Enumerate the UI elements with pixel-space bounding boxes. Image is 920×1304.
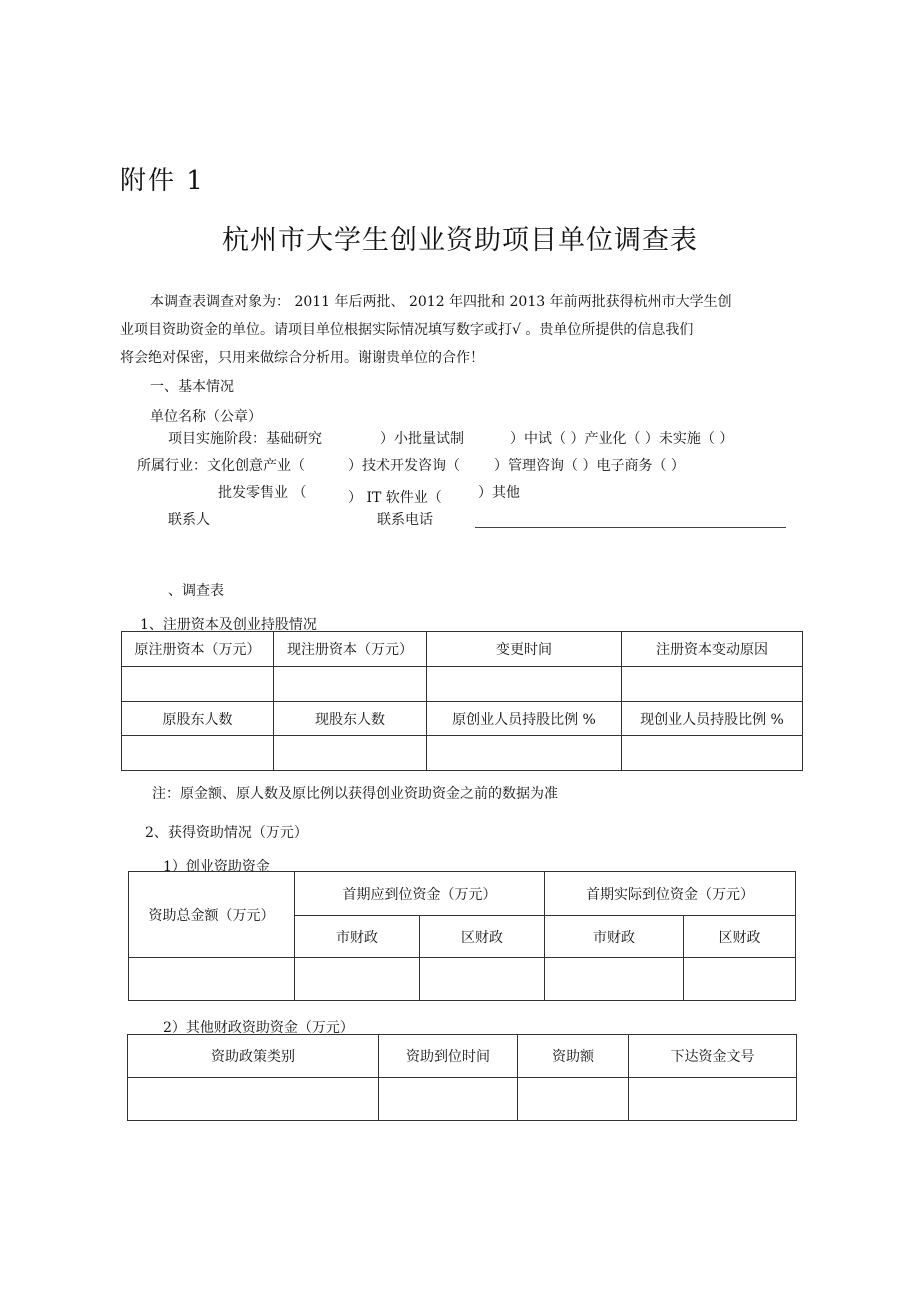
city-finance-header: 市财政 (545, 916, 684, 958)
table-header-cell: 现创业人员持股比例 % (622, 702, 803, 736)
table-input-cell[interactable] (427, 667, 622, 702)
table-input-cell[interactable] (629, 1078, 797, 1121)
table-row (129, 958, 796, 1001)
total-amount-header: 资助总金额（万元） (129, 872, 295, 958)
table-input-cell[interactable] (622, 736, 803, 771)
table-input-cell[interactable] (122, 736, 274, 771)
table-row (122, 702, 803, 736)
table-header-cell: 原股东人数 (122, 702, 274, 736)
intro-line-1: 本调查表调查对象为： 2011 年后两批、 2012 年四批和 2013 年前两批获得杭州市大学生创 (150, 294, 732, 310)
table-header-cell: 资助到位时间 (379, 1035, 518, 1078)
stage-option-2: ）中试（ ）产业化（ ）未实施（ ） (510, 431, 734, 447)
table-input-cell[interactable] (420, 958, 545, 1001)
document-title: 杭州市大学生创业资助项目单位调查表 (222, 225, 698, 256)
table-header-cell: 变更时间 (427, 632, 622, 667)
table-row (122, 736, 803, 771)
table1-note: 注：原金额、原人数及原比例以获得创业资助资金之前的数据为准 (152, 786, 558, 802)
industry2-label: 批发零售业 （ (218, 485, 307, 501)
table-input-cell[interactable] (274, 736, 427, 771)
other-funding-table (127, 1034, 797, 1121)
table-header-cell: 原注册资本（万元） (122, 632, 274, 667)
table-header-cell: 资助额 (518, 1035, 629, 1078)
first-actual-header: 首期实际到位资金（万元） (545, 872, 796, 916)
district-finance-header: 区财政 (684, 916, 796, 958)
table1-caption: 1、注册资本及创业持股情况 (140, 617, 317, 633)
table-row (128, 1078, 797, 1121)
table-input-cell[interactable] (684, 958, 796, 1001)
industry2-option-2: ）其他 (478, 485, 520, 501)
section2-heading: 、调查表 (168, 583, 224, 599)
city-finance-header: 市财政 (295, 916, 420, 958)
table-input-cell[interactable] (518, 1078, 629, 1121)
table-input-cell[interactable] (274, 667, 427, 702)
intro-line-3: 将会绝对保密，只用来做综合分析用。谢谢贵单位的合作！ (120, 350, 484, 366)
industry-option-1: ）技术开发咨询（ (348, 458, 460, 474)
startup-funding-table (128, 871, 796, 1001)
table-row (122, 667, 803, 702)
section1-heading: 一、基本情况 (150, 379, 234, 395)
table-header-cell: 现股东人数 (274, 702, 427, 736)
table-input-cell[interactable] (129, 958, 295, 1001)
contact-person-label: 联系人 (168, 512, 210, 528)
industry2-option-1: ） IT 软件业（ (348, 490, 442, 506)
part2-heading: 2、获得资助情况（万元） (145, 825, 308, 841)
table2-caption: 1）创业资助资金 (163, 859, 270, 875)
stage-option-1: ）小批量试制 (380, 431, 464, 447)
stage-label: 项目实施阶段：基础研究 (168, 431, 322, 447)
table-header-cell: 注册资本变动原因 (622, 632, 803, 667)
table-row (128, 1035, 797, 1078)
district-finance-header: 区财政 (420, 916, 545, 958)
table-header-cell: 原创业人员持股比例 % (427, 702, 622, 736)
table-input-cell[interactable] (427, 736, 622, 771)
intro-line-2: 业项目资助资金的单位。请项目单位根据实际情况填写数字或打√ 。贵单位所提供的信息我们 (120, 322, 694, 338)
table-input-cell[interactable] (122, 667, 274, 702)
table-row (122, 632, 803, 667)
registered-capital-table (121, 631, 803, 771)
industry-label: 所属行业：文化创意产业（ (137, 458, 305, 474)
unit-name-label: 单位名称（公章） (150, 409, 262, 425)
table3-caption: 2）其他财政资助资金（万元） (163, 1020, 354, 1036)
table-header-cell: 资助政策类别 (128, 1035, 379, 1078)
first-due-header: 首期应到位资金（万元） (295, 872, 545, 916)
table-input-cell[interactable] (379, 1078, 518, 1121)
table-input-cell[interactable] (545, 958, 684, 1001)
table-row (129, 872, 796, 916)
contact-phone-underline (475, 527, 786, 528)
contact-phone-label: 联系电话 (377, 512, 433, 528)
industry-option-2: ）管理咨询（ ）电子商务（ ） (494, 458, 685, 474)
table-input-cell[interactable] (622, 667, 803, 702)
attachment-label: 附件 1 (120, 166, 205, 196)
table-header-cell: 现注册资本（万元） (274, 632, 427, 667)
table-input-cell[interactable] (295, 958, 420, 1001)
table-header-cell: 下达资金文号 (629, 1035, 797, 1078)
intro-paragraph (120, 288, 810, 372)
table-input-cell[interactable] (128, 1078, 379, 1121)
